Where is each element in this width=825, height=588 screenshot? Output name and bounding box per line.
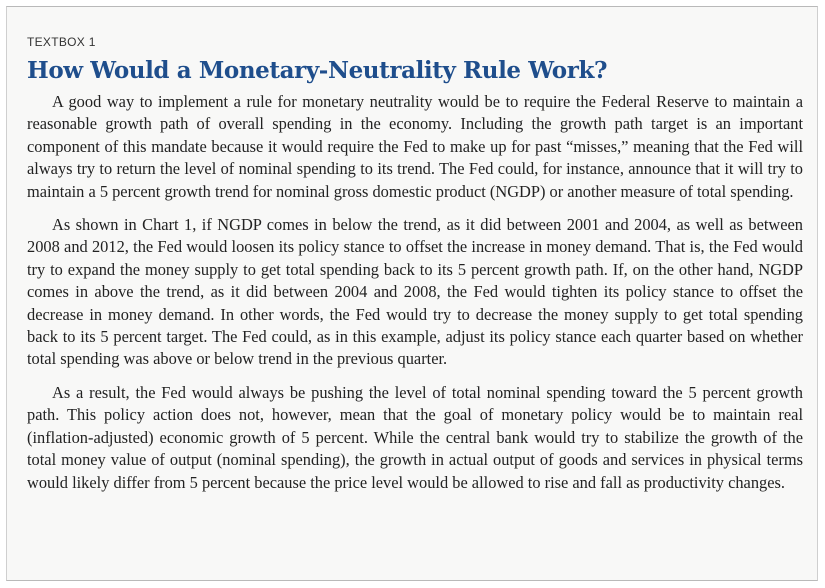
paragraph-2: As shown in Chart 1, if NGDP comes in below the trend, as it did between 2001 and 2004, as well as between 2008 and 2012, the Fed would loosen its policy stance to offset the increase in money demand. That is, the Fed would try to expand the money supply to get total spending back to its 5 percent growth path. If, on the other hand, NGDP comes in above the trend, as it did between 2004 and 2008, the Fed would tighten its policy stance to offset the decrease in money demand. In other words, the Fed would try to decrease the money supply to get total spending back to its 5 percent target. The Fed could, as in this example, adjust its policy stance each quarter based on whether total spending was above or below trend in the previous quarter. [27,215,803,369]
textbox-label: TEXTBOX 1 [27,35,96,49]
textbox-title: How Would a Monetary-Neutrality Rule Work? [27,57,608,84]
paragraph-3: As a result, the Fed would always be pushing the level of total nominal spending toward the 5 percent growth path. This policy action does not, however, mean that the goal of monetary policy would be to maintain real (inflation-adjusted) economic growth of 5 percent. While the central bank would try to stabilize the growth of the total money value of output (nominal spending), the growth in actual output of goods and services in physical terms would likely differ from 5 percent because the price level would be allowed to rise and fall as productivity changes. [27,382,803,492]
textbox [6,6,818,581]
paragraph-1: A good way to implement a rule for monetary neutrality would be to require the Federal Reserve to maintain a reasonable growth path of overall spending in the economy. Including the growth path target is an important component of this mandate because it would require the Fed to make up for past “misses,” meaning that the Fed will always try to return the level of nominal spending to its trend. The Fed could, for instance, announce that it will try to maintain a 5 percent growth trend for nominal gross domestic product (NGDP) or another measure of total spending. [27,92,803,201]
